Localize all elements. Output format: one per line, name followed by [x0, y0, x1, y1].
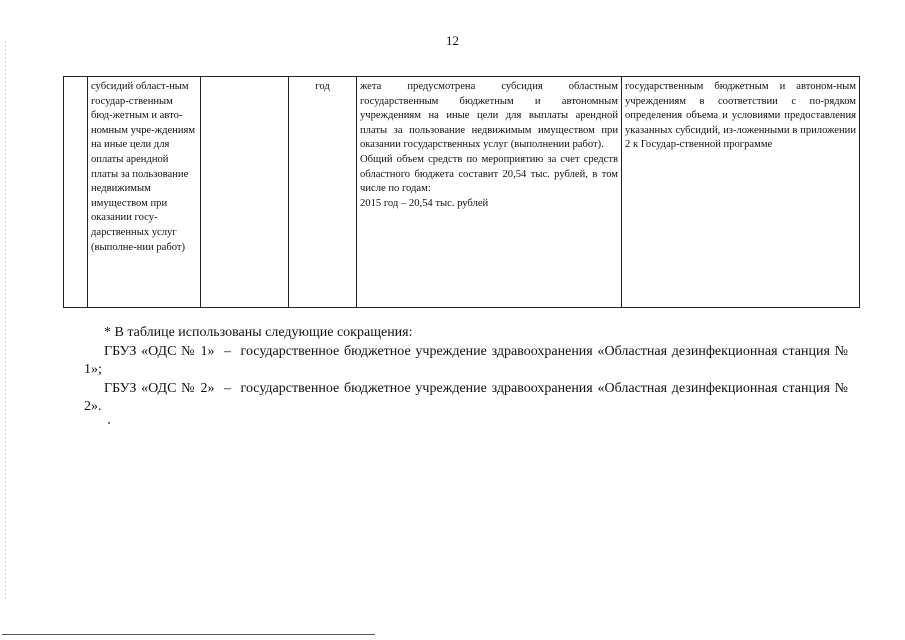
abbreviation-definition: государственное бюджетное учреждение здравоохранения «Областная дезинфекционная станция № 1»;	[84, 343, 849, 377]
table-cell-period: год	[289, 77, 357, 308]
bottom-rule	[2, 634, 375, 635]
description-paragraph: 2015 год – 20,54 тыс. рублей	[360, 197, 489, 209]
scan-margin-marks	[5, 40, 6, 600]
description-paragraph: жета предусмотрена субсидия областным государственным бюджетным и автономным учреждениям на иные цели для выплаты арендной платы за пользование недвижимым имуществом при оказании государственных услуг (выполнении работ).	[360, 81, 618, 151]
abbreviation-key: ГБУЗ «ОДС № 2»	[104, 380, 215, 396]
table-cell-description	[357, 77, 622, 308]
measures-table	[63, 76, 860, 308]
abbreviation-definition: государственное бюджетное учреждение здравоохранения «Областная дезинфекционная станция № 2».	[84, 380, 849, 414]
table-cell-measure-name: субсидий област-ным государ-ственным бюд-жетным и авто-номным учре-ждениям на иные цели для оплаты арендной платы за пользование недвижимым имуществом при оказании госу-дарственных услуг (выполне-нии работ)	[88, 77, 201, 308]
table-cell-result: государственным бюджетным и автоном-ным учреждениям в соответствии с по-рядком определения объема и условиями предоставления указанных субсидий, из-ложенными в приложении 2 к Государ-ственной программе	[622, 77, 860, 308]
page-number: 12	[446, 33, 459, 48]
table-cell-executor	[201, 77, 289, 308]
abbreviation-entry	[84, 380, 848, 417]
description-paragraph: Общий объем средств по мероприятию за счет средств областного бюджета составит 20,54 тыс. рублей, в том числе по годам:	[360, 153, 618, 195]
table-cell-index	[64, 77, 88, 308]
table-row	[64, 77, 860, 308]
abbreviation-entry	[84, 343, 848, 380]
abbreviation-separator: –	[224, 380, 232, 396]
abbreviation-separator: –	[224, 343, 232, 359]
footnote-title: * В таблице использованы следующие сокращения:	[104, 325, 413, 340]
abbreviation-key: ГБУЗ «ОДС № 1»	[104, 343, 215, 359]
stray-dot	[108, 422, 110, 424]
footnote-section	[84, 324, 848, 417]
